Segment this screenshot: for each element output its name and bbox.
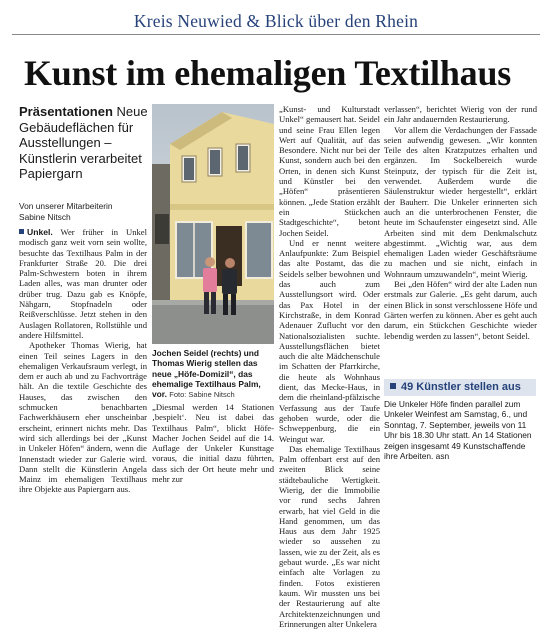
square-marker-icon [390, 383, 396, 389]
byline [19, 201, 151, 222]
paragraph [19, 227, 147, 340]
paragraph: „Kunst- und Kulturstadt Unkel“ gemausert hat. Seidel und seine Frau Ellen legen Wert auf Qualität, auf das Besondere. Nicht nur bei der Kunst, sondern auch bei den Orten, in denen sich Kunst und Künstler bei den „Höfen“ präsentieren können. „Jede Station erzählt ein Stückchen Stadtgeschichte“, betont Jochen Seidel. [279, 104, 380, 238]
dateline: Unkel. [27, 227, 53, 237]
section-title: Kreis Neuwied & Blick über den Rhein [133, 11, 419, 31]
byline-author: Sabine Nitsch [19, 211, 71, 222]
text-column-2 [152, 402, 274, 484]
paragraph-text: Wer früher in Unkel modisch ganz weit vorn sein wollte, besuchte das Textilhaus Palm in der Frankfurter Straße 20. Die drei Palm-Schwestern boten in ihrem Laden alles, was man drunter oder drüber trug. Dazu gab es Knöpfe, Nähgarn, Stopfnadeln oder Reißverschlüsse. Jetzt stehen in den Auslagen Rollatoren, Rollstühle und andere Hilfsmittel. [19, 227, 147, 340]
text-column-3 [279, 104, 380, 629]
infobox-title-text: 49 Künstler stellen aus [401, 381, 521, 393]
photo-credit: Foto: Sabine Nitsch [169, 390, 235, 400]
square-marker-icon [19, 229, 24, 234]
article-headline: Kunst im ehemaligen Textilhaus [24, 53, 512, 93]
paragraph: verlassen“, berichtet Wierig von der rund ein Jahr andauernden Restaurierung. [384, 104, 537, 125]
infobox-title [384, 379, 536, 396]
text-column-1 [19, 227, 147, 495]
article-intro [19, 104, 151, 182]
building-photo [152, 104, 274, 344]
caption-text: Jochen Seidel (rechts) und Thomas Wierig stellen das neue „Höfe-Domizil“, das ehemalige Textilhaus Palm, vor. [152, 348, 261, 400]
paragraph: Vor allem die Verdachungen der Fassade seien aufwendig gewesen. „Wir konnten Teile des alten Kratzputzes erhalten und ergänzen. Im Sockelbereich wurde Steinputz, der typisch für die Zeit ist, verwendet. Außerdem wurde die Säulenstruktur wieder hergestellt“, erklärt der Bauherr. Die Unkeler erinnerten sich auch an die unterbrochenen Fenster, die heute im Schaufenster eingesetzt sind. Alle Arbeiten sind mit dem Denkmalschutz abgestimmt. „Wichtig war, aus dem ehemaligen Laden wieder Geschäftsräume zu machen und sie nicht, einfach in Wohnraum umzuwandeln“, meint Wierig. [384, 124, 537, 279]
byline-role: Von unserer Mitarbeiterin [19, 201, 113, 211]
section-header [12, 10, 540, 35]
paragraph: Bei „den Höfen“ wird der alte Laden nun erstmals zur Galerie. „Es geht darum, auch einen Blick in sonst verschlossene Höfe und Gärten werfen zu können. Aber es geht auch darum, ein Stückchen Geschichte wieder lebendig werden zu lassen“, betont Seidel. [384, 279, 537, 341]
intro-text: Neue Gebäudeflächen für Ausstellungen – Künstlerin verarbeitet Papiergarn [19, 104, 148, 181]
paragraph: Apotheker Thomas Wierig, hat einen Teil seines Lagers in den ehemaligen Verkaufsraum verlegt, in dem er auch ab und zu Fachvorträge hält. An die textile Geschichte des Hauses, das zwischen den schmucken benachbarten Fachwerkhäusern eher unscheinbar erscheint, erinnert nichts mehr. Das wird sich allerdings bei der „Kunst in Unkeler Höfen“ ändern, wenn die Innenstadt wieder zur Galerie wird. Dann stellt die Künstlerin Angela Mainz im ehemaligen Textilhaus ihre Objekte aus Papiergarn aus. [19, 340, 147, 495]
text-column-4 [384, 104, 537, 341]
infobox-body: Die Unkeler Höfe finden parallel zum Unkeler Weinfest am Samstag, 6., und Sonntag, 7. September, jeweils von 11 Uhr bis 18.30 Uhr statt. An 14 Stationen zeigen insgesamt 49 Kunstschaffende ihre Arbeiten. asn [384, 399, 532, 462]
paragraph: Das ehemalige Textilhaus Palm offenbart erst auf den zweiten Blick seine städtebauliche Wertigkeit. Wierig, der die Immobilie vor rund sechs Jahren erwarb, hat viel Geld in die Hand genommen, um das Haus aus dem Jahr 1925 wieder so aussehen zu lassen, wie zu der Zeit, als es gebaut wurde. „Es war nicht einfach alte Vorlagen zu finden. Fotos existieren kaum. Wir mussten uns bei der Restaurierung auf alte Architektenzeichnungen und Erinnerungen alter Unkelera [279, 443, 380, 629]
article-photo [152, 104, 274, 344]
paragraph: „Diesmal werden 14 Stationen ‚bespielt‘. Neu ist dabei das Textilhaus Palm“, blickt Höfe-Macher Jochen Seidel auf die 14. Auflage der Unkeler Kunsttage voraus, die initial dazu führten, dass sich der Ort heute mehr und mehr zur [152, 402, 274, 485]
intro-kicker: Präsentationen [19, 104, 113, 119]
photo-caption [152, 348, 274, 400]
paragraph: Und er nennt weitere Anlaufpunkte: Zum Beispiel das alte Postamt, das die Seidels selber bewohnen und das auch zum Ausstellungsort wird. Oder das Pax Hotel in der Kirchstraße, in dem Konrad Adenauer Zuflucht vor den Nationalsozialisten suchte. Ausstellungsflächen bietet auch die alte Mädchenschule im Schatten der Pfarrkirche, die heute als Wohnhaus dient, das Mecke-Haus, in dem die rheinland-pfälzische Verfassung aus der Taufe gehoben wurde, oder die Schweppenburg, die ein Weingut war. [279, 237, 380, 444]
